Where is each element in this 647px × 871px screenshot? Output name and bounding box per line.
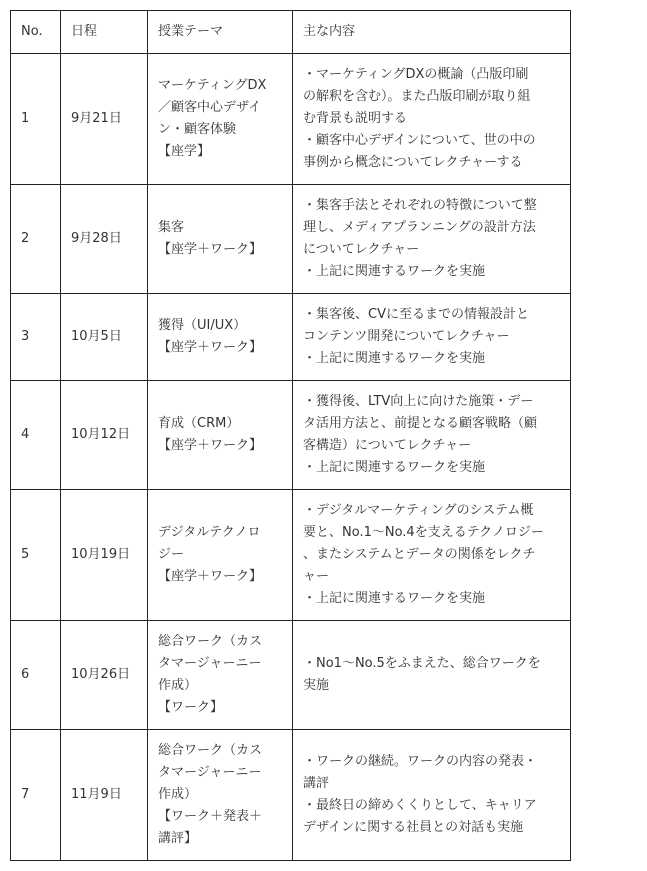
cell-theme-line: ジー — [158, 547, 185, 562]
table-row — [11, 185, 571, 294]
cell-theme — [148, 185, 293, 294]
cell-content-line: 事例から概念についてレクチャーする — [303, 155, 523, 170]
cell-content-line: ・デジタルマーケティングのシステム概 — [303, 503, 534, 518]
cell-theme-line: 作成） — [158, 678, 198, 693]
header-content: 主な内容 — [293, 11, 571, 54]
table-row — [11, 730, 571, 861]
cell-theme-line: 【座学＋ワーク】 — [158, 340, 263, 355]
cell-content-line: の解釈を含む）。また凸版印刷が取り組 — [303, 89, 531, 104]
cell-content-line: ・上記に関連するワークを実施 — [303, 591, 486, 606]
cell-theme-line: 総合ワーク（カス — [158, 743, 263, 758]
cell-theme-line: 【座学＋ワーク】 — [158, 569, 263, 584]
cell-content-line: ・ワークの継続。ワークの内容の発表・ — [303, 754, 538, 769]
cell-date: 9月28日 — [61, 185, 148, 294]
cell-content-line: タ活用方法と、前提となる顧客戦略（顧 — [303, 416, 538, 431]
cell-date: 10月12日 — [61, 381, 148, 490]
cell-content-line: ャー — [303, 569, 330, 584]
cell-date: 10月19日 — [61, 490, 148, 621]
cell-theme — [148, 381, 293, 490]
cell-content-line: デザインに関する社員との対話も実施 — [303, 820, 524, 835]
cell-content-line: ・集客後、CVに至るまでの情報設計と — [303, 307, 529, 322]
cell-theme-line: ／顧客中心デザイ — [158, 100, 262, 115]
cell-no: 7 — [11, 730, 61, 861]
cell-theme-line: マーケティングDX — [158, 78, 267, 93]
cell-theme-line: 【座学＋ワーク】 — [158, 242, 263, 257]
cell-theme-line: 【ワーク】 — [158, 700, 224, 715]
cell-content-line: ・顧客中心デザインについて、世の中の — [303, 133, 536, 148]
cell-content-line: ・上記に関連するワークを実施 — [303, 460, 486, 475]
cell-date: 10月26日 — [61, 621, 148, 730]
header-theme: 授業テーマ — [148, 11, 293, 54]
cell-theme-line: デジタルテクノロ — [158, 525, 261, 540]
cell-no: 1 — [11, 54, 61, 185]
cell-content-line: 講評 — [303, 776, 330, 791]
table-row — [11, 621, 571, 730]
cell-theme — [148, 490, 293, 621]
cell-content-line: についてレクチャー — [303, 242, 420, 257]
cell-content-line: 実施 — [303, 678, 330, 693]
table-row — [11, 490, 571, 621]
cell-theme — [148, 294, 293, 381]
cell-date: 11月9日 — [61, 730, 148, 861]
cell-content-line: ・上記に関連するワークを実施 — [303, 351, 486, 366]
cell-theme-line: 講評】 — [158, 831, 198, 846]
cell-content-line: コンテンツ開発についてレクチャー — [303, 329, 510, 344]
table-row — [11, 381, 571, 490]
cell-content-line: ・集客手法とそれぞれの特徴について整 — [303, 198, 537, 213]
cell-theme-line: 【ワーク＋発表＋ — [158, 809, 263, 824]
cell-date: 9月21日 — [61, 54, 148, 185]
table-row — [11, 294, 571, 381]
cell-theme-line: 【座学】 — [158, 144, 211, 159]
cell-content — [293, 730, 571, 861]
cell-theme-line: 作成） — [158, 787, 198, 802]
cell-content-line: ・マーケティングDXの概論（凸版印刷 — [303, 67, 529, 82]
cell-content — [293, 490, 571, 621]
cell-theme-line: ン・顧客体験 — [158, 122, 237, 137]
schedule-table — [10, 10, 571, 861]
cell-theme — [148, 730, 293, 861]
cell-content — [293, 381, 571, 490]
cell-theme-line: 集客 — [158, 220, 185, 235]
header-no: No. — [11, 11, 61, 54]
table-row — [11, 54, 571, 185]
cell-no: 6 — [11, 621, 61, 730]
cell-content-line: ・No1～No.5をふまえた、総合ワークを — [303, 656, 541, 671]
cell-theme-line: 獲得（UI/UX） — [158, 318, 247, 333]
cell-content-line: む背景も説明する — [303, 111, 408, 126]
cell-content — [293, 54, 571, 185]
cell-content-line: 要と、No.1～No.4を支えるテクノロジー — [303, 525, 544, 540]
cell-content — [293, 294, 571, 381]
cell-no: 2 — [11, 185, 61, 294]
cell-theme — [148, 54, 293, 185]
cell-theme — [148, 621, 293, 730]
cell-no: 3 — [11, 294, 61, 381]
cell-theme-line: 総合ワーク（カス — [158, 634, 263, 649]
cell-theme-line: 育成（CRM） — [158, 416, 240, 431]
cell-no: 5 — [11, 490, 61, 621]
header-date: 日程 — [61, 11, 148, 54]
cell-date: 10月5日 — [61, 294, 148, 381]
cell-content-line: ・上記に関連するワークを実施 — [303, 264, 486, 279]
cell-content-line: 、またシステムとデータの関係をレクチ — [303, 547, 536, 562]
cell-theme-line: タマージャーニー — [158, 765, 262, 780]
cell-content-line: 理し、メディアプランニングの設計方法 — [303, 220, 536, 235]
cell-no: 4 — [11, 381, 61, 490]
table-header-row — [11, 11, 571, 54]
cell-content-line: ・獲得後、LTV向上に向けた施策・デー — [303, 394, 534, 409]
cell-theme-line: 【座学＋ワーク】 — [158, 438, 263, 453]
table-body — [11, 54, 571, 861]
cell-content — [293, 185, 571, 294]
cell-content — [293, 621, 571, 730]
cell-theme-line: タマージャーニー — [158, 656, 262, 671]
cell-content-line: ・最終日の締めくくりとして、キャリア — [303, 798, 537, 813]
cell-content-line: 客構造）についてレクチャー — [303, 438, 472, 453]
